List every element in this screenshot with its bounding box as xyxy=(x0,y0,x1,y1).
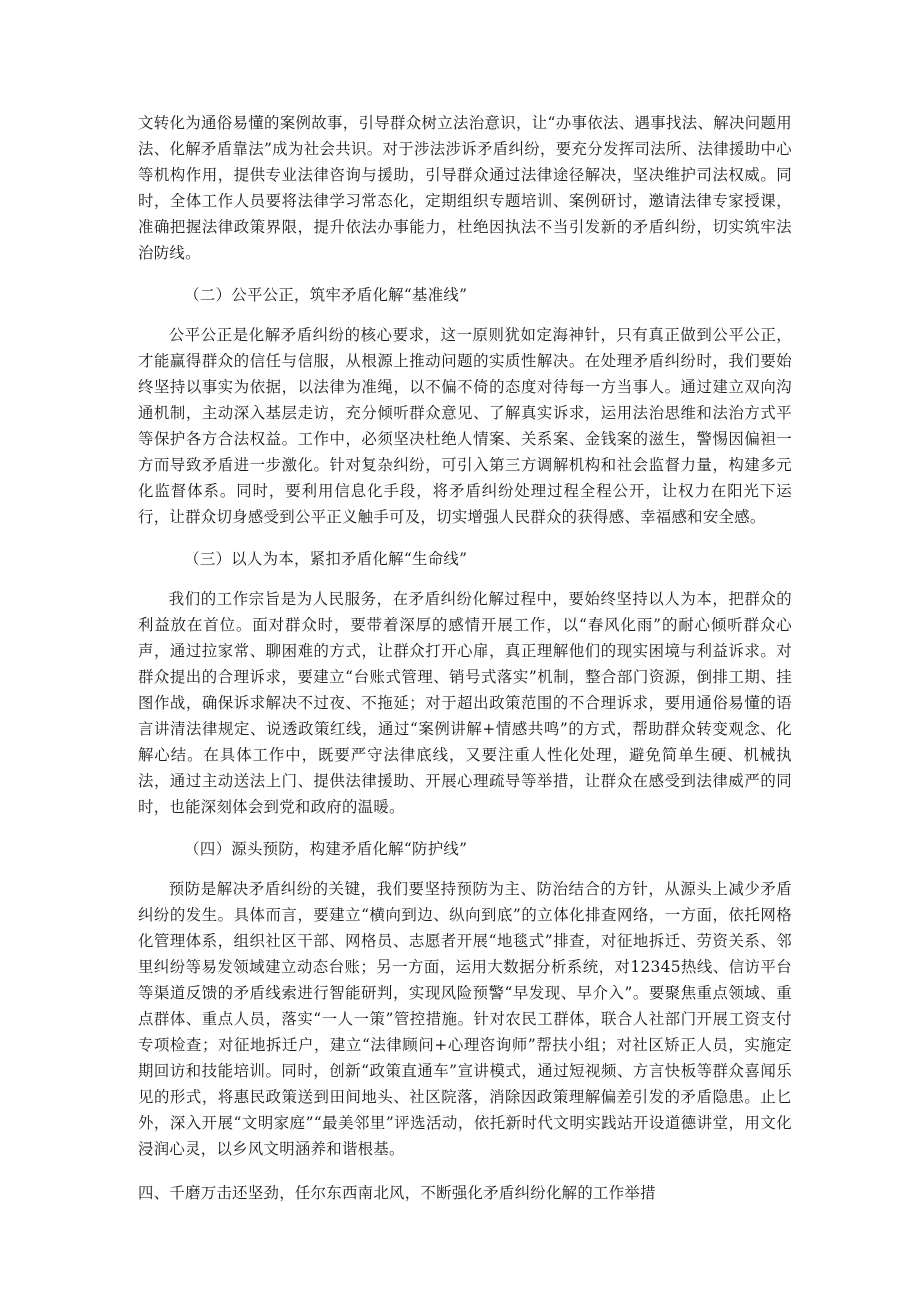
document-body xyxy=(138,110,792,1206)
paragraph-prevention: 预防是解决矛盾纠纷的关键，我们要坚持预防为主、防治结合的方针，从源头上减少矛盾纠纷的发生。具体而言，要建立“横向到边、纵向到底”的立体化排查网络，一方面，依托网格化管理体系，组织社区干部、网格员、志愿者开展“地毯式”排查，对征地拆迁、劳资关系、邻里纠纷等易发领域建立动态台账；另一方面，运用大数据分析系统，对12345热线、信访平台等渠道反馈的矛盾线索进行智能研判，实现风险预警“早发现、早介入”。要聚焦重点领域、重点群体、重点人员，落实“一人一策”管控措施。针对农民工群体，联合人社部门开展工资支付专项检查；对征地拆迁户，建立“法律顾问+心理咨询师”帮扶小组；对社区矫正人员，实施定期回访和技能培训。同时，创新“政策直通车”宣讲模式，通过短视频、方言快板等群众喜闻乐见的形式，将惠民政策送到田间地头、社区院落，消除因政策理解偏差引发的矛盾隐患。止匕外，深入开展“文明家庭”“最美邻里”评选活动，依托新时代文明实践站开设道德讲堂，用文化浸润心灵，以乡风文明涵养和谐根基。 xyxy=(138,880,792,1158)
section-four-title: 四、千磨万击还坚劲，任尔东西南北风，不断强化矛盾纠纷化解的工作举措 xyxy=(138,1184,656,1202)
paragraph-fairness: 公平公正是化解矛盾纠纷的核心要求，这一原则犹如定海神针，只有真正做到公平公正，才能赢得群众的信任与信服，从根源上推动问题的实质性解决。在处理矛盾纠纷时，我们要始终坚持以事实为依据，以法律为准绳，以不偏不倚的态度对待每一方当事人。通过建立双向沟通机制，主动深入基层走访，充分倾听群众意见、了解真实诉求，运用法治思维和法治方式平等保护各方合法权益。工作中，必须坚决杜绝人情案、关系案、金钱案的滋生，警惕因偏袒一方而导致矛盾进一步激化。针对复杂纠纷，可引入第三方调解机构和社会监督力量，构建多元化监督体系。同时，要利用信息化手段，将矛盾纠纷处理过程全程公开，让权力在阳光下运行，让群众切身感受到公平正义触手可及，切实增强人民群众的获得感、幸福感和安全感。 xyxy=(138,326,792,526)
heading-people-oriented: （三）以人为本，紧扣矛盾化解“生命线” xyxy=(184,550,468,568)
paragraph-intro: 文转化为通俗易懂的案例故事，引导群众树立法治意识，让“办事依法、遇事找法、解决问题用法、化解矛盾靠法”成为社会共识。对于涉法涉诉矛盾纠纷，要充分发挥司法所、法律援助中心等机构作用，提供专业法律咨询与援助，引导群众通过法律途径解决，坚决维护司法权威。同时，全体工作人员要将法律学习常态化，定期组织专题培训、案例研讨，邀请法律专家授课，准确把握法律政策界限，提升依法办事能力，杜绝因执法不当引发新的矛盾纠纷，切实筑牢法治防线。 xyxy=(138,114,792,262)
heading-prevention: （四）源头预防，构建矛盾化解“防护线” xyxy=(184,840,468,858)
heading-fairness: （二）公平公正，筑牢矛盾化解“基准线” xyxy=(184,286,468,304)
paragraph-people-oriented: 我们的工作宗旨是为人民服务，在矛盾纠纷化解过程中，要始终坚持以人为本，把群众的利益放在首位。面对群众时，要带着深厚的感情开展工作，以“春风化雨”的耐心倾听群众心声，通过拉家常、聊困难的方式，让群众打开心扉，真正理解他们的现实困境与利益诉求。对群众提出的合理诉求，要建立“台账式管理、销号式落实”机制，整合部门资源，倒排工期、挂图作战，确保诉求解决不过夜、不拖延；对于超出政策范围的不合理诉求，要用通俗易懂的语言讲清法律规定、说透政策红线，通过“案例讲解+情感共鸣”的方式，帮助群众转变观念、化解心结。在具体工作中，既要严守法律底线，又要注重人性化处理，避免简单生硬、机械执法，通过主动送法上门、提供法律援助、开展心理疏导等举措，让群众在感受到法律威严的同时，也能深刻体会到党和政府的温暖。 xyxy=(138,590,792,816)
